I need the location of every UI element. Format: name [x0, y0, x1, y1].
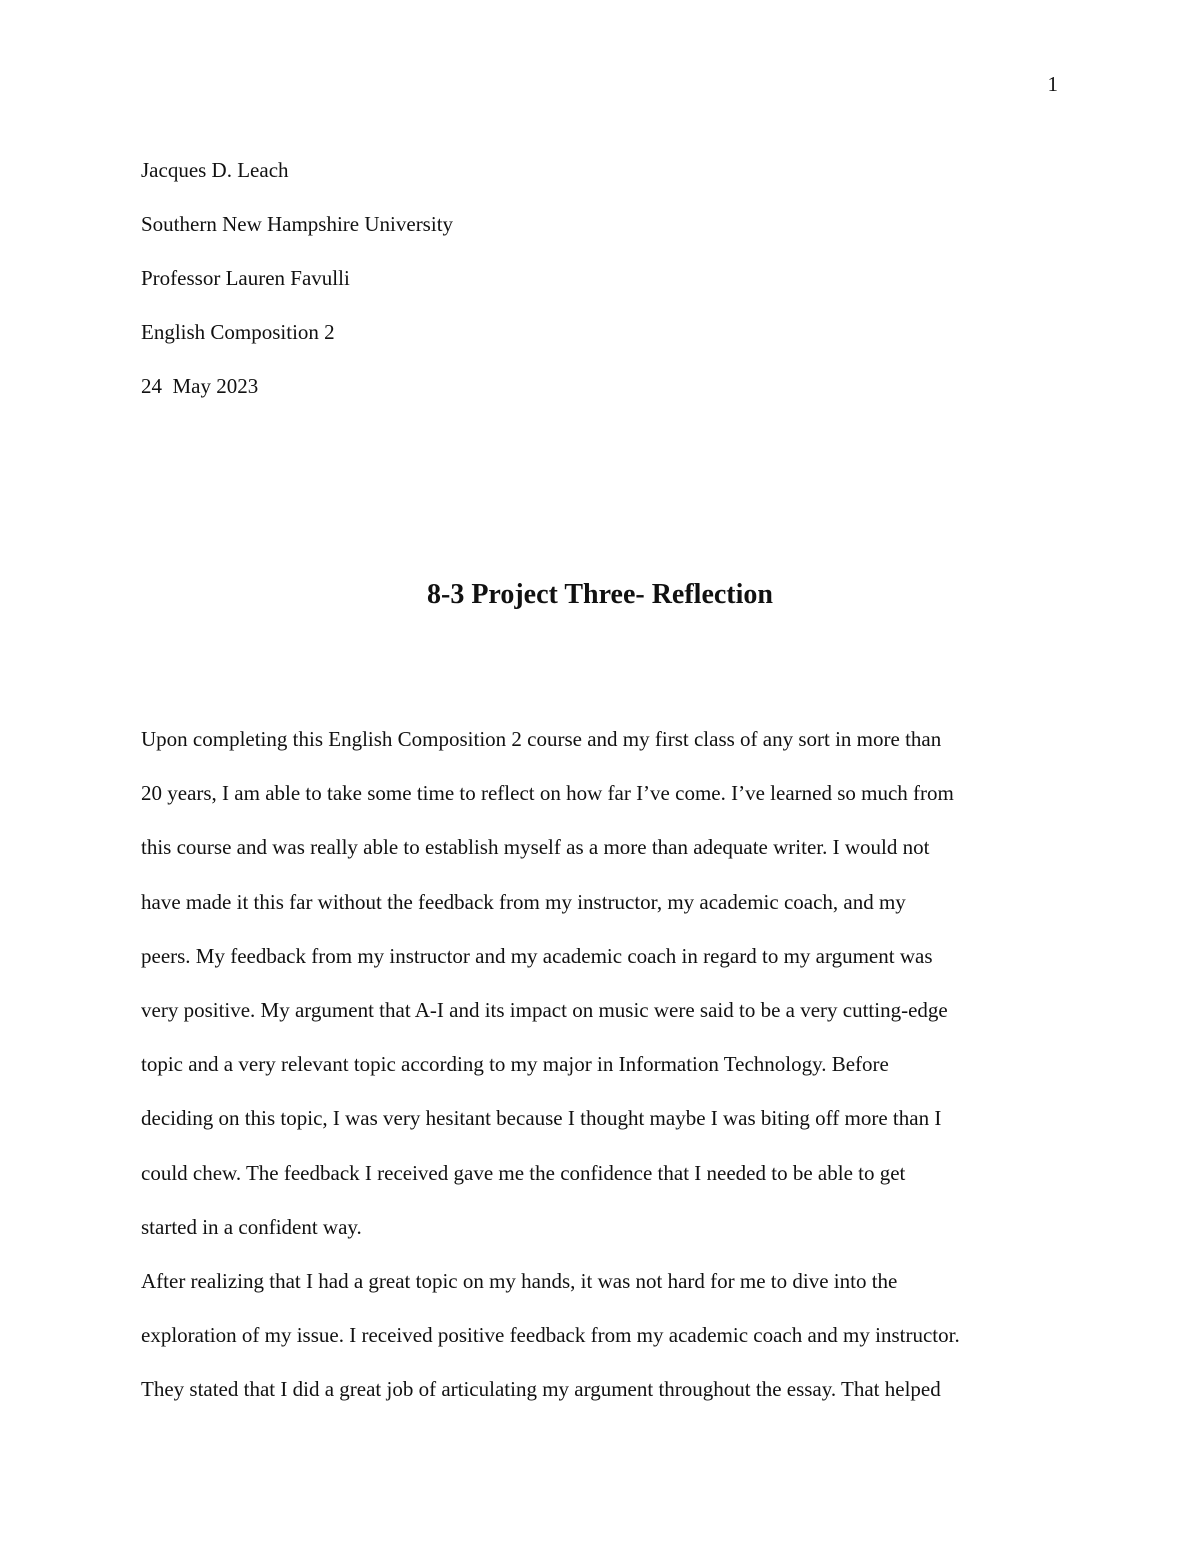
body-line: could chew. The feedback I received gave me the confidence that I needed to be able to get — [141, 1160, 906, 1185]
body-line: 20 years, I am able to take some time to reflect on how far I’ve come. I’ve learned so much from — [141, 781, 954, 806]
author-name: Jacques D. Leach — [141, 158, 289, 182]
page-number: 1 — [1047, 72, 1058, 96]
body-text — [141, 712, 1061, 1416]
body-line: Upon completing this English Composition 2 course and my first class of any sort in more than — [141, 727, 942, 751]
body-line: started in a confident way. — [141, 1214, 362, 1239]
body-line: peers. My feedback from my instructor and my academic coach in regard to my argument was — [141, 943, 933, 968]
mla-heading — [141, 143, 1061, 413]
body-line: deciding on this topic, I was very hesitant because I thought maybe I was biting off more than I — [141, 1106, 942, 1131]
institution-name: Southern New Hampshire University — [141, 212, 454, 236]
body-line: They stated that I did a great job of articulating my argument throughout the essay. That helped — [141, 1377, 941, 1402]
course-name: English Composition 2 — [141, 320, 335, 344]
body-line: After realizing that I had a great topic on my hands, it was not hard for me to dive into the — [141, 1268, 898, 1293]
professor-name: Professor Lauren Favulli — [141, 266, 350, 290]
body-line: topic and a very relevant topic according to my major in Information Technology. Before — [141, 1052, 889, 1077]
body-line: have made it this far without the feedback from my instructor, my academic coach, and my — [141, 889, 906, 914]
body-line: this course and was really able to establish myself as a more than adequate writer. I would not — [141, 835, 930, 860]
body-line: very positive. My argument that A-I and its impact on music were said to be a very cutting-edge — [141, 997, 948, 1022]
body-line: exploration of my issue. I received positive feedback from my academic coach and my instructor. — [141, 1323, 960, 1348]
document-title: 8-3 Project Three- Reflection — [427, 579, 773, 610]
date: 24 May 2023 — [141, 374, 259, 398]
